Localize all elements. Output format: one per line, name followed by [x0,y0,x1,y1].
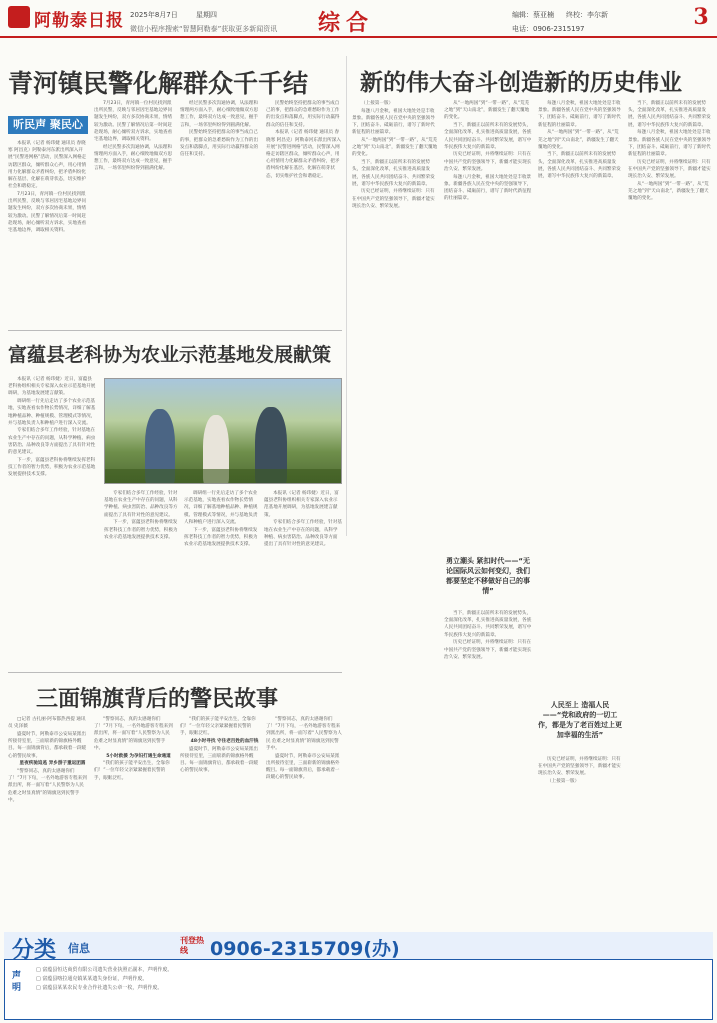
ad-hotline-label: 刊登热线 [180,936,204,955]
article-4-para: 从“一地两国”到“一带一路”，从“荒芜之地”到“天山南北”，新疆发生了翻天覆地的变化。 [628,181,709,202]
article-2-body-col-2 [104,490,178,666]
ad-side-label: 声明 [12,971,22,993]
article-1-para: 本报讯（记者 杨玮婕 通讯员 春晓寒 阿昌克）阿勒泰河东派出所深入开展“民警进网格”活动，民警深入网格走访辖区群众，倾听群众心声，用心用情用力化解群众矛盾纠纷，把矛盾纠纷化解在基层、化解在萌芽状态，切实维护社会和谐稳定。 [266,130,341,179]
article-3-subhead: 星夜疾驰追逃 异乡游子重返团圆 [19,761,86,767]
column-divider [346,56,347,536]
article-3-subhead: 48小时寻找 守住老百姓的血汗钱 [190,739,259,745]
article-4-para: 历史已经证明，并将继续证明：只有在中国共产党的坚强领导下，新疆才能实现长治久安、繁荣发展。 [444,640,532,660]
article-4-body-col-2 [444,100,532,546]
article-4-para: （上接第一版） [547,779,580,785]
article-3-para: “警察同志，真的太感谢你们了！”7月下旬，一名外地游客专程来到派出所，将一面写着“人民警察为人民 危难之时显真情”的锦旗送到民警手中。 [266,717,342,751]
article-3-body-col-2 [94,716,174,924]
page-number: 3 [693,4,709,30]
article-4-para: 从“一地两国”到“一带一路”，从“荒芜之地”到“天山南北”，新疆发生了翻天覆地的变化。 [538,130,619,150]
article-1-body-col-4 [266,100,342,320]
article-3-para: “我们的孩子能平安出生，全靠你们！”一位年轻父亲紧紧握着民警的手，眼眶泛红。 [180,717,256,737]
article-1-para: 本报讯（记者 杨玮婕 通讯员 春晓寒 阿昌克）阿勒泰河东派出所深入开展“民警进网格”活动，民警深入网格走访辖区群众，倾听群众心声，用心用情用力化解群众矛盾纠纷，把矛盾纠纷化解在基层、化解在萌芽状态，切实维护社会和谐稳定。 [8,141,87,190]
article-3-para: 盛夏时节，阿勒泰市公安局某派出所接待室里，三面崭新的锦旗格外醒目。每一面锦旗背后，都承载着一段暖心的警民故事。 [266,753,340,781]
article-4-body-col-1 [352,100,438,924]
ad-line: □ 富蕴县喀拉通克镇某某遗失身份证，声明作废。 [36,976,148,982]
article-4-para: 当下，新疆正以前所未有的发展势头，全面深化改革，扎实推进高质量发展，各族人民共同团结奋斗、共同繁荣发展，谱写中华民族伟大复兴的新篇章。 [352,160,435,187]
article-4-para: 当下，新疆正以前所未有的发展势头，全面深化改革，扎实推进高质量发展，各族人民共同团结奋斗、共同繁荣发展，谱写中华民族伟大复兴的新篇章。 [628,101,711,128]
article-4-para: 从“一地两国”到“一带一路”，从“荒芜之地”到“天山南北”，新疆发生了翻天覆地的变化。 [352,138,438,158]
article-2-para: 专家们结合多年工作经验，针对基地在农业生产中存在的问题，从科学种植、病虫害防治、品种改良等方面提出了具有针对性的意见建议。 [104,491,178,518]
article-4-para: 当下，新疆正以前所未有的发展势头，全面深化改革，扎实推进高质量发展，各族人民共同团结奋斗、共同繁荣发展，谱写中华民族伟大复兴的新篇章。 [538,152,621,180]
ad-line: □ 富蕴县恒达商贸有限公司遗失营业执照正副本，声明作废。 [36,967,173,973]
article-4-body-col-3b [538,756,622,924]
article-1-para: 民警始终坚持把群众的事当成自己的事，把群众的急难愁盼作为工作的出发点和落脚点，用实际行动赢得群众的信任和支持。 [180,130,259,157]
article-3-body-col-3 [180,716,260,924]
article-4-title: 新的伟大奋斗创造新的历史伟业 [360,69,682,96]
ad-lines [36,966,336,1016]
divider [8,330,342,331]
article-1-para: 7月23日，青河镇一位村民找到派出所民警，反映与邻居因宅基地边界问题发生纠纷，双方多次协商未果，情绪较为激动。民警了解情况后第一时间赶赴现场，耐心倾听双方诉求，实地查看宅基地边界，调取相关资料。 [8,191,87,233]
ad-phone: 0906-2315709(办) [210,938,400,960]
article-2-body-col-1 [8,376,96,666]
article-3-body-col-1 [8,716,88,924]
article-2-body-col-4 [264,490,342,666]
article-1-title: 青河镇民警化解群众千千结 [8,69,309,98]
divider [8,672,342,673]
article-1-para: 经过民警多次沟通协调，从法理和情理两方面入手，耐心细致地做双方思想工作，最终双方达成一致意见，握手言和，一场邻里纠纷得到圆满化解。 [94,144,173,172]
article-4-para: 历史已经证明，并将继续证明：只有在中国共产党的坚强领导下，新疆才能实现长治久安、繁荣发展。 [352,189,435,209]
article-4-body-col-3 [538,100,622,690]
article-4-para: 当下，新疆正以前所未有的发展势头，全面深化改革，扎实推进高质量发展，各族人民共同团结奋斗、共同繁荣发展，谱写中华民族伟大复兴的新篇章。 [444,611,532,638]
article-1-subhead: 听民声 聚民心 [8,116,88,134]
article-4-para: 从“一地两国”到“一带一路”，从“荒芜之地”到“天山南北”，新疆发生了翻天覆地的变化。 [444,101,530,121]
ad-title: 分类 [12,937,57,963]
issue-date: 2025年8月7日 [130,11,178,19]
proof-credit: 终校：李尔新 [566,11,608,19]
article-1-body-col-1 [8,140,88,320]
wechat-hint: 微信小程序搜索“智慧阿勒泰”获取更多新闻资讯 [130,25,278,33]
article-3-para: 盛夏时节，阿勒泰市公安局某派出所接待室里，三面崭新的锦旗格外醒目。每一面锦旗背后，都承载着一段暖心的警民故事。 [8,731,87,759]
article-2-photo [104,378,342,484]
article-4-para: 每逢八月金秋，祖国大地处处是丰收景象。新疆各族人民在党中央的坚强领导下，团结奋斗、砥砺前行，谱写了新时代新征程的壮丽篇章。 [628,130,711,157]
article-4-subhead-2: 人民至上 造福人民——“党和政府的一切工作，都是为了老百姓过上更加幸福的生活” [538,701,622,739]
newspaper-name: 阿勒泰日报 [34,11,124,31]
article-2-body-col-3 [184,490,258,666]
editor-credit: 编辑：蔡亚楠 [512,11,554,19]
header-phone: 电话：0906-2315197 [512,25,585,33]
article-2-title: 富蕴县老科协为农业示范基地发展献策 [8,344,332,366]
issue-weekday: 星期四 [196,11,217,19]
article-2-para: 下一步，富蕴县老科协将继续发挥老科技工作者的智力优势，积极为农业示范基地发展提供技术支撑。 [104,520,178,540]
article-3-title: 三面锦旗背后的警民故事 [36,686,279,712]
article-2-para: 本报讯（记者 杨玮婕）近日，富蕴县老科协组织相关专家深入农业示范基地开展调研，为基地发展建言献策。 [8,377,96,397]
article-4-body-col-4 [628,100,712,924]
article-3-para: □记者 古扎丽·阿布都热西提 通讯员 史泽薇 [8,717,86,730]
article-2-para: 下一步，富蕴县老科协将继续发挥老科技工作者的智力优势，积极为农业示范基地发展提供技术支撑。 [8,457,96,478]
ad-line: □ 富蕴县某某农民专业合作社遗失公章一枚，声明作废。 [36,985,163,991]
article-1-para: 7月23日，青河镇一位村民找到派出所民警，反映与邻居因宅基地边界问题发生纠纷，双方多次协商未果，情绪较为激动。民警了解情况后第一时间赶赴现场，耐心倾听双方诉求，实地查看宅基地边界，调取相关资料。 [94,101,173,143]
article-1-para: 民警始终坚持把群众的事当成自己的事，把群众的急难愁盼作为工作的出发点和落脚点，用实际行动赢得群众的信任和支持。 [266,101,340,128]
article-4-para: 当下，新疆正以前所未有的发展势头，全面深化改革，扎实推进高质量发展，各族人民共同团结奋斗、共同繁荣发展，谱写中华民族伟大复兴的新篇章。 [444,123,532,150]
article-4-para: 历史已经证明，并将继续证明：只有在中国共产党的坚强领导下，新疆才能实现长治久安、繁荣发展。 [444,152,532,172]
article-3-para: “警察同志，真的太感谢你们了！”7月下旬，一名外地游客专程来到派出所，将一面写着“人民警察为人民 危难之时显真情”的锦旗送到民警手中。 [94,717,173,751]
ad-title-sub: 信息 [68,942,90,955]
article-4-body-col-2b [444,610,532,924]
article-4-para: 历史已经证明，并将继续证明：只有在中国共产党的坚强领导下，新疆才能实现长治久安、繁荣发展。 [628,159,711,180]
article-3-para: 盛夏时节，阿勒泰市公安局某派出所接待室里，三面崭新的锦旗格外醒目。每一面锦旗背后，都承载着一段暖心的警民故事。 [180,746,259,774]
newspaper-logo-icon [8,6,30,28]
article-1-para: 经过民警多次沟通协调，从法理和情理两方面入手，耐心细致地做双方思想工作，最终双方达成一致意见，握手言和，一场邻里纠纷得到圆满化解。 [180,101,259,128]
article-2-para: 调研组一行先后走访了多个农业示范基地，实地查看农作物长势情况，详细了解基地种植品种、种植规模、管理模式等情况，并与基地负责人和种植户进行深入交流。 [184,491,258,525]
article-4-para: 每逢八月金秋，祖国大地处处是丰收景象。新疆各族人民在党中央的坚强领导下，团结奋斗、砥砺前行，谱写了新时代新征程的壮丽篇章。 [352,108,435,136]
article-4-para: 每逢八月金秋，祖国大地处处是丰收景象。新疆各族人民在党中央的坚强领导下，团结奋斗、砥砺前行，谱写了新时代新征程的壮丽篇章。 [444,174,532,202]
article-4-para: 历史已经证明，并将继续证明：只有在中国共产党的坚强领导下，新疆才能实现长治久安、繁荣发展。 [538,757,621,777]
section-title: 综合 [318,10,375,36]
article-2-para: 调研组一行先后走访了多个农业示范基地，实地查看农作物长势情况，详细了解基地种植品种、种植规模、管理模式等情况，并与基地负责人和种植户进行深入交流。 [8,399,96,426]
article-1-body-col-2 [94,100,174,320]
article-1-body-col-3 [180,100,260,320]
article-3-para: “警察同志，真的太感谢你们了！”7月下旬，一名外地游客专程来到派出所，将一面写着“人民警察为人民 危难之时显真情”的锦旗送到民警手中。 [8,768,87,803]
article-4-para: （上接第一版） [361,101,394,106]
article-2-para: 本报讯（记者 杨玮婕）近日，富蕴县老科协组织相关专家深入农业示范基地开展调研，为基地发展建言献策。 [264,491,339,518]
article-2-para: 下一步，富蕴县老科协将继续发挥老科技工作者的智力优势，积极为农业示范基地发展提供技术支撑。 [184,527,258,547]
article-4-subhead-1: 勇立潮头 紧扣时代——“无论国际风云如何变幻，我们都要坚定不移做好自己的事情” [445,557,531,595]
article-2-para: 专家们结合多年工作经验，针对基地在农业生产中存在的问题，从科学种植、病虫害防治、品种改良等方面提出了具有针对性的意见建议。 [264,520,342,547]
article-3-body-col-4 [266,716,342,924]
article-4-para: 每逢八月金秋，祖国大地处处是丰收景象。新疆各族人民在党中央的坚强领导下，团结奋斗、砥砺前行，谱写了新时代新征程的壮丽篇章。 [538,101,621,128]
article-3-subhead: 5小时救援 为孕妇打通生命通道 [106,753,171,759]
article-3-para: “我们的孩子能平安出生，全靠你们！”一位年轻父亲紧紧握着民警的手，眼眶泛红。 [94,761,170,781]
article-2-para: 专家们结合多年工作经验，针对基地在农业生产中存在的问题，从科学种植、病虫害防治、品种改良等方面提出了具有针对性的意见建议。 [8,428,96,456]
